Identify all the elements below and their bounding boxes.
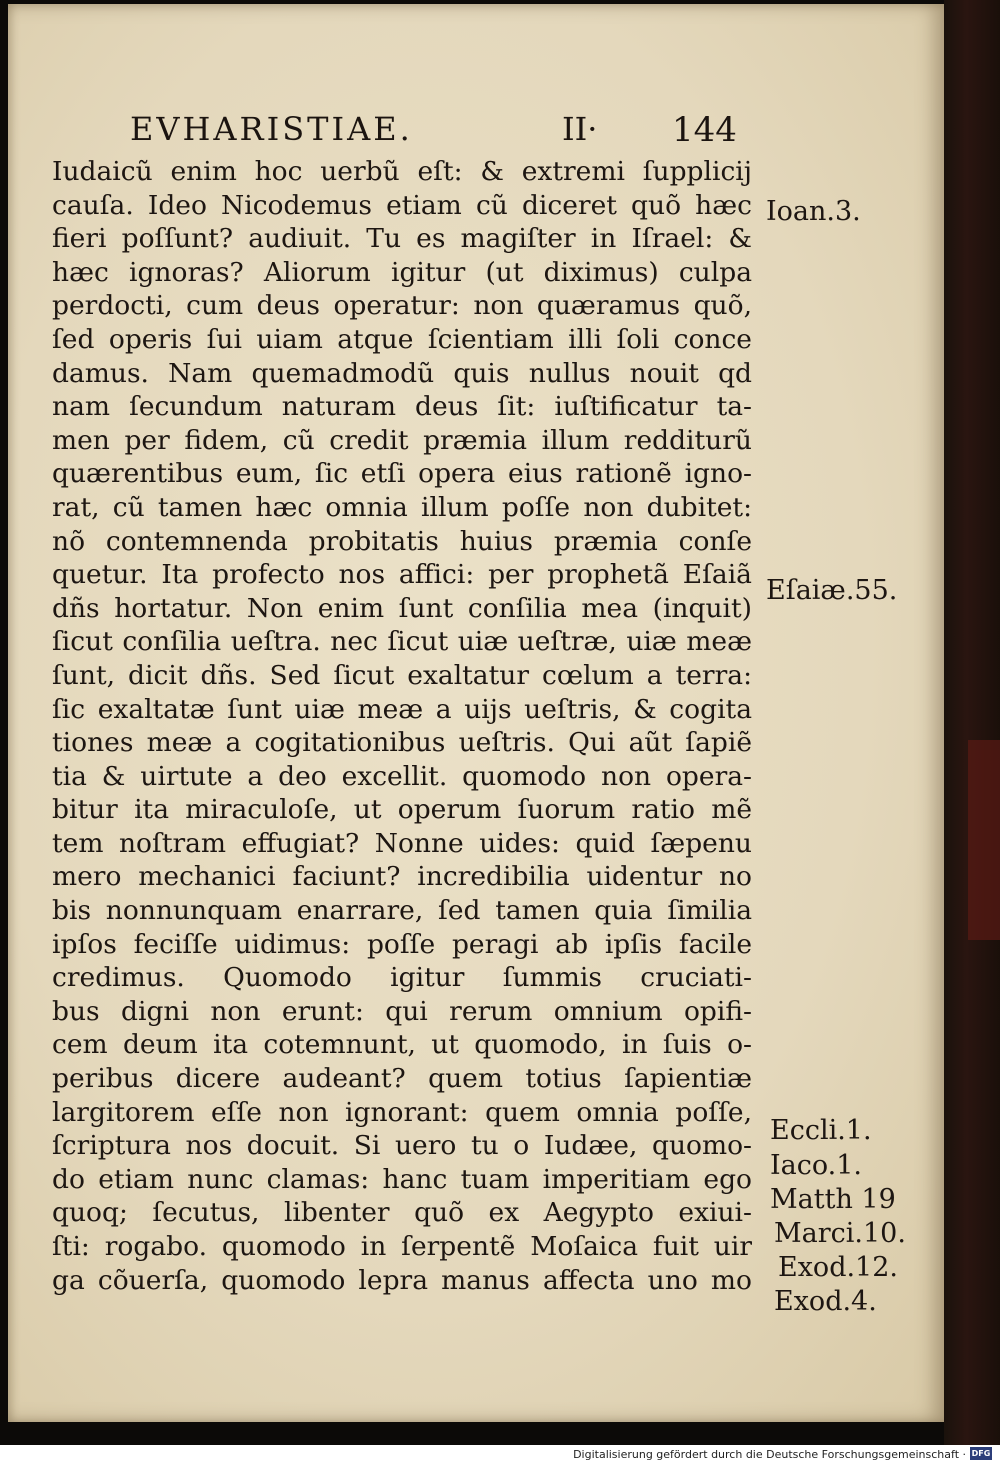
text-line: hæc ignoras? Aliorum igitur (ut diximus) culpa bbox=[52, 256, 752, 288]
text-line: tiones meæ a cogitationibus ueſtris. Qui aũt ſapiẽ bbox=[52, 727, 752, 759]
chapter-number: II· bbox=[562, 110, 598, 148]
text-line: quetur. Ita profecto nos affici: per prophetã Eſaiã bbox=[52, 559, 752, 591]
text-line: ſti: rogabo. quomodo in ſerpentẽ Moſaica fuit uir bbox=[52, 1231, 752, 1262]
text-line: quoq; ſecutus, libenter quõ ex Aegypto exiui- bbox=[52, 1197, 752, 1229]
text-line: cem deum ita cotemnunt, ut quomodo, in ſuis o- bbox=[52, 1029, 752, 1061]
text-line: mero mechanici faciunt? incredibilia uidentur no bbox=[52, 861, 752, 893]
margin-note-iaco: Iaco.1. bbox=[770, 1150, 863, 1181]
text-line: bus digni non erunt: qui rerum omnium opifi- bbox=[52, 995, 752, 1027]
text-line: cauſa. Ideo Nicodemus etiam cũ diceret quõ hæc bbox=[52, 189, 752, 221]
margin-note-exod-4: Exod.4. bbox=[774, 1286, 877, 1317]
text-line: damus. Nam quemadmodũ quis nullus nouit qd bbox=[52, 357, 752, 389]
margin-note-exod-12: Exod.12. bbox=[778, 1252, 898, 1283]
text-line: ipſos feciſſe uidimus: poſſe peragi ab ipſis facile bbox=[52, 928, 752, 960]
margin-note-esaiae: Eſaiæ.55. bbox=[766, 575, 898, 606]
text-line: bitur ita miraculoſe, ut operum ſuorum ratio mẽ bbox=[52, 794, 752, 826]
text-line: tia & uirtute a deo excellit. quomodo non opera- bbox=[52, 760, 752, 792]
margin-note-eccli: Eccli.1. bbox=[770, 1115, 872, 1146]
margin-note-marci: Marci.10. bbox=[774, 1218, 906, 1249]
book-edge-strip bbox=[944, 0, 1000, 1445]
margin-note-matth: Matth 19 bbox=[770, 1184, 896, 1215]
folio-number: 144 bbox=[672, 110, 737, 150]
text-line: Iudaicũ enim hoc uerbũ eſt: & extremi ſupplicij bbox=[52, 156, 752, 187]
text-line: ſcriptura nos docuit. Si uero tu o Iudæe, quomo- bbox=[52, 1130, 752, 1162]
text-line: perdocti, cum deus operatur: non quæramus quõ, bbox=[52, 290, 752, 322]
dfg-logo: DFG bbox=[971, 1449, 991, 1458]
binding-edge bbox=[968, 740, 1000, 940]
text-line: nam ſecundum naturam deus ſit: iuſtificatur ta- bbox=[52, 391, 752, 423]
text-line: fieri poſſunt? audiuit. Tu es magiſter in Iſrael: & bbox=[52, 223, 752, 255]
text-line: ſic exaltatæ ſunt uiæ meæ a uijs ueſtris, & cogita bbox=[52, 693, 752, 725]
text-line: rat, cũ tamen hæc omnia illum poſſe non dubitet: bbox=[52, 491, 752, 523]
funding-credit: Digitalisierung gefördert durch die Deutsche Forschungsgemeinschaft · bbox=[573, 1448, 966, 1461]
text-line: do etiam nunc clamas: hanc tuam imperitiam ego bbox=[52, 1163, 752, 1195]
running-title: EVHARISTIAE. bbox=[130, 110, 413, 148]
main-text-block bbox=[52, 155, 752, 1297]
text-line: ga cõuerſa, quomodo lepra manus affecta uno mo bbox=[52, 1264, 752, 1296]
text-line: bis nonnunquam enarrare, ſed tamen quia ſimilia bbox=[52, 895, 752, 927]
margin-note-ioan: Ioan.3. bbox=[766, 196, 861, 227]
text-line: tem noſtram effugiat? Nonne uides: quid ſæpenu bbox=[52, 827, 752, 859]
text-line: ſunt, dicit dñs. Sed ſicut exaltatur cœlum a terra: bbox=[52, 659, 752, 691]
text-line: peribus dicere audeant? quem totius ſapientiæ bbox=[52, 1063, 752, 1095]
text-line: nõ contemnenda probitatis huius præmia conſe bbox=[52, 525, 752, 557]
text-line: dñs hortatur. Non enim ſunt conſilia mea (inquit) bbox=[52, 592, 752, 624]
running-header bbox=[130, 110, 750, 160]
text-line: men per fidem, cũ credit præmia illum redditurũ bbox=[52, 424, 752, 456]
text-line: ſicut conſilia ueſtra. nec ſicut uiæ ueſtræ, uiæ meæ bbox=[52, 626, 752, 658]
text-line: credimus. Quomodo igitur ſummis cruciati- bbox=[52, 962, 752, 994]
text-line: largitorem eſſe non ignorant: quem omnia poſſe, bbox=[52, 1096, 752, 1128]
text-line: ſed operis ſui uiam atque ſcientiam illi ſoli conce bbox=[52, 323, 752, 355]
text-line: quærentibus eum, ſic etſi opera eius rationẽ igno- bbox=[52, 458, 752, 490]
